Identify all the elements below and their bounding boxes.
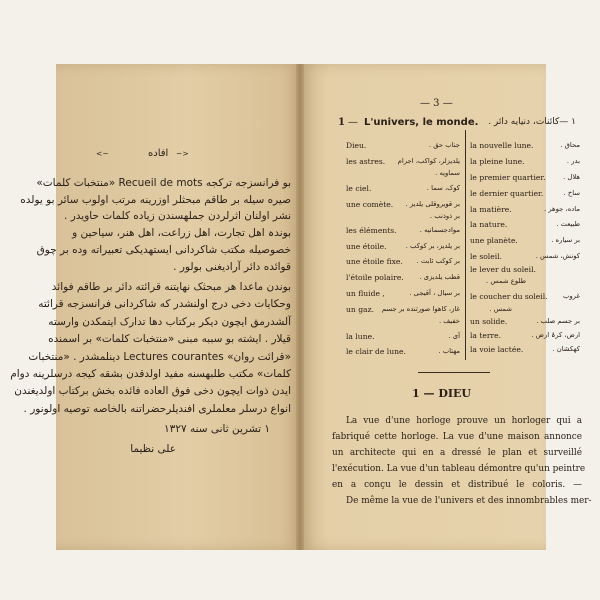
vocab-word-tr: بر کوکب ثابت . — [416, 257, 460, 265]
vocab-word-fr: le coucher du soleil. — [470, 292, 548, 301]
vocab-word-fr: le ciel. — [346, 184, 372, 193]
vocab-word-tr: کونش، شمس . — [535, 252, 580, 260]
vocab-word-fr: Dieu. — [346, 141, 367, 150]
vocab-word-tr: بر یلدیز، بر کوکب . — [405, 242, 460, 250]
vocab-word-tr: خفیف . — [438, 317, 460, 325]
vocab-word-fr: une étoile. — [346, 242, 387, 251]
section-number: 1 — [338, 117, 345, 128]
section-title-ar: ۱ —کائنات، دنیایه دائر . — [488, 117, 576, 127]
body-line: خصوصیله مکتب شاکردانی ایستهدیکی تعبیراته وده بر چوق — [36, 244, 291, 256]
vocab-word-fr: l'étoile polaire. — [346, 273, 404, 282]
vocab-word-tr: هلال . — [563, 173, 580, 181]
paragraph-line: fabriqué cette horloge. La vue d'une maison annonce — [332, 432, 582, 442]
vocab-word-tr: سماویه . — [435, 169, 460, 177]
vocab-word-fr: le premier quartier. — [470, 173, 546, 182]
body-line: نشر اولنان اثرلردن جملهسندن زیاده کلمات حاویدر . — [64, 210, 291, 222]
paragraph-line: en a conçu le dessin et distribué le coloris. — — [332, 480, 582, 490]
vocab-word-tr: کوک، سما . — [426, 184, 460, 192]
vocab-word-fr: un fluide , — [346, 289, 385, 298]
vocab-word-fr: la nature. — [470, 220, 508, 229]
vocab-word-fr: la nouvelle lune. — [470, 141, 534, 150]
vocab-word-tr: محاق . — [560, 141, 580, 149]
vocab-word-fr: le dernier quartier. — [470, 189, 544, 198]
vocab-word-fr: la terre. — [470, 331, 502, 340]
vocab-word-fr: un gaz. — [346, 305, 374, 314]
body-line: قوائده دائر آرادیغنی بولور . — [173, 261, 291, 273]
paragraph-line: un architecte qui en a dressé le plan et surveillé — [332, 448, 582, 458]
vocab-word-fr: le soleil. — [470, 252, 502, 261]
vocab-word-tr: بر سیاره . — [551, 236, 580, 244]
vocab-word-fr: une planète. — [470, 236, 518, 245]
column-divider — [465, 130, 466, 360]
section-divider-rule — [418, 372, 490, 373]
vocab-word-tr: موادجسمانیه . — [419, 226, 460, 234]
vocab-word-tr: آی . — [448, 332, 460, 340]
vocab-word-tr: طلوع شمس . — [486, 277, 526, 285]
vocab-word-fr: la lune. — [346, 332, 375, 341]
left-page-title: افاده — [148, 148, 169, 159]
ornament-left: <~ — [96, 149, 109, 158]
vocab-word-fr: la matière. — [470, 205, 512, 214]
paragraph-line: De même la vue de l'univers et des innombrables mer- — [346, 496, 592, 506]
vocab-word-tr: بر سیال ، آقیجی . — [409, 289, 460, 297]
subheading: 1 — DIEU — [412, 387, 471, 400]
vocab-word-fr: la pleine lune. — [470, 157, 525, 166]
vocab-word-tr: ساخ . — [563, 189, 580, 197]
body-line: صیره سیله بر طاقم مبحثلر اوزرینه مرتب اولوب سائر بو یولده — [20, 194, 291, 206]
body-line: بوندہ اهل تجارت، اهل زراعت، اهل هنر، سیاحین و — [72, 227, 291, 239]
vocab-word-tr: ارض، کرۂ ارض . — [531, 331, 580, 339]
body-line: «قرائت روان» Lectures courantes دینلمشدر . «منتخبات — [28, 351, 291, 363]
date-line: ١ تشرین ثانی سنه ١٣٢٧ — [164, 423, 270, 435]
vocab-word-tr: بر ذوذنب . — [429, 212, 460, 220]
page-number: — 3 — — [420, 98, 453, 109]
body-line: آلشدرمق ایچون دیکر برکتاب دها تدارک ایتمکدن وارسته — [48, 316, 291, 328]
signature: علی نظیما — [130, 443, 176, 455]
vocab-word-fr: un solide. — [470, 317, 508, 326]
body-line: بوندن ماعدا هر مبحثک نهایتنه قرائته دائر بر طاقم فوائد — [51, 281, 291, 293]
ornament-right: ~> — [176, 149, 189, 158]
vocab-word-fr: une étoile fixe. — [346, 257, 403, 266]
body-line: بو فرانسزجه ترکجه Recueil de mots «منتخبات کلمات» — [36, 177, 291, 189]
vocab-word-fr: le lever du soleil. — [470, 265, 536, 274]
book-scan: <~ افاده ~> بو فرانسزجه ترکجه Recueil de mots «منتخبات کلمات» صیره سیله بر طاقم مبحثلر اوزرینه مرتب اولوب سائر بو یولده نشر اولنان اثرلردن جملهسندن زیاده کلمات حاویدر . بوندہ اهل تجارت، اهل زراعت، اهل هنر، سیاحین و خصوصیله مکتب شاکردانی ایستهدیکی تعبیراته وده بر چوق قوائده دائر آرادیغنی بولور . بوندن ماعدا هر مبحثک نهایتنه قرائته دائر بر طاقم فوائد وحکایات دخی درج اولنشدر که شاکردانی فرانسزجه قرائته آلشدرمق ایچون دیکر برکتاب دها تدارک ایتمکدن وارسته قیلار . ایشته بو سببه مبنی «منتخبات کلمات» بر اسمنده «قرائت روان» Lectures courantes دینلمشدر . «منتخبات کلمات» مکتب طلبهسنه مفید اولدقدن بشقه کیجه درسلرینه دوام ایدن ذوات ایچون دخی فوق العاده فائده بخش برکتاب اولدیغندن انواع درسلر معلملری افندیلرحضراتنه بالخاصه توصیه اولونور . ١ تشرین ثانی سنه ١٣٢٧ علی نظیما — 3 — 1 — L'univers, le monde. ۱ —کائنات، دنیایه دائر . Dieu. جناب حق . les astres. یلدیزلر، کواکب، اجرام سماویه . le ciel. کوک، سما . une comète. بر قویروقلی یلدیز . بر ذوذنب . les éléments. موادجسمانیه . une étoile. بر یلدیز، بر کوکب . une étoile fixe. بر کوکب ثابت . l'étoile polaire. قطب یلدیزی . un fluide , بر سیال ، آقیجی . un gaz. غاز، کاهوا صورتنده بر جسم خفیف . la lune. آی . le clair de lune. مهتاب . la nouvelle lune. محاق . la pleine lune. بدر . le premier quartier. هلال . le dernier quartier. ساخ . la matière. ماده، جوهر . la nature. طبیعت . une planète. بر سیاره . le soleil. کونش، شمس . le lever du soleil. طلوع شمس . le coucher du soleil. غروب شمس . un solide. بر جسم صلب . la terre. ارض، کرۂ ارض . la voie lactée. کهکشان . 1 — DIEU La vue d'une horloge prouve un horloger qui a fabriqué cette horloge. La vue d'une maison annonce un architecte qui en a dressé le plan et surveillé l'exécution. La vue d'un tableau démontre qu'un peintre en a conçu le dessin et distribué le coloris. — De même la vue de l'univers et des innombrables mer- — [0, 0, 600, 600]
vocab-word-tr: بر قویروقلی یلدیز . — [405, 200, 460, 208]
vocab-word-tr: ماده، جوهر . — [543, 205, 580, 213]
section-title-fr: L'univers, le monde. — [364, 117, 479, 128]
vocab-word-fr: les éléments. — [346, 226, 397, 235]
body-line: وحکایات دخی درج اولنشدر که شاکردانی فرانسزجه قرائته — [38, 298, 291, 310]
vocab-word-tr: بدر . — [566, 157, 580, 165]
vocab-word-fr: la voie lactée. — [470, 345, 524, 354]
vocab-word-tr: غاز، کاهوا صورتنده بر جسم — [381, 305, 460, 313]
vocab-word-tr: مهتاب . — [438, 347, 460, 355]
vocab-word-tr: بر جسم صلب . — [536, 317, 580, 325]
paragraph-line: La vue d'une horloge prouve un horloger qui a — [346, 416, 582, 426]
vocab-word-fr: le clair de lune. — [346, 347, 406, 356]
vocab-word-tr: کهکشان . — [552, 345, 580, 353]
vocab-word-tr: جناب حق . — [428, 141, 460, 149]
vocab-word-tr: غروب — [563, 292, 580, 300]
vocab-word-tr: طبیعت . — [556, 220, 580, 228]
book-gutter — [296, 64, 304, 550]
vocab-word-fr: une comète. — [346, 200, 394, 209]
vocab-word-tr: شمس . — [489, 305, 512, 313]
paragraph-line: l'exécution. La vue d'un tableau démontre qu'un peintre — [332, 464, 586, 474]
body-line: انواع درسلر معلملری افندیلرحضراتنه بالخاصه توصیه اولونور . — [23, 403, 291, 415]
vocab-word-fr: les astres. — [346, 157, 386, 166]
body-line: قیلار . ایشته بو سببه مبنی «منتخبات کلمات» بر اسمنده — [48, 333, 291, 345]
body-line: ایدن ذوات ایچون دخی فوق العاده فائده بخش برکتاب اولدیغندن — [14, 385, 291, 397]
body-line: کلمات» مکتب طلبهسنه مفید اولدقدن بشقه کیجه درسلرینه دوام — [10, 368, 291, 380]
vocab-word-tr: یلدیزلر، کواکب، اجرام — [397, 157, 460, 165]
vocab-word-tr: قطب یلدیزی . — [419, 273, 460, 281]
